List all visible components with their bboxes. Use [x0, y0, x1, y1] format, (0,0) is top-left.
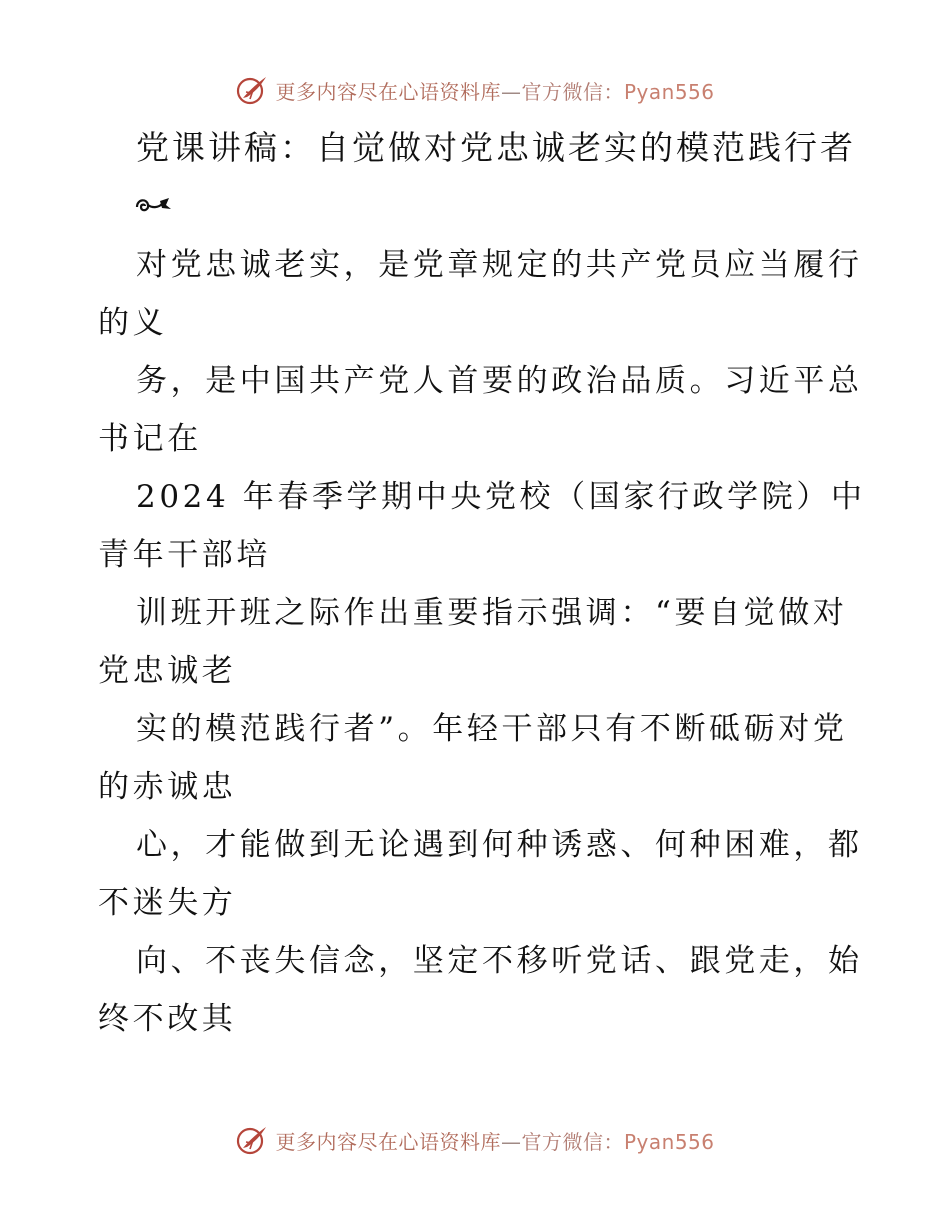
header-wechat-id: Pyan556: [623, 79, 715, 104]
text-line-13: 向、不丧失信念，坚定不移听党话、跟党走，始: [136, 943, 863, 979]
footer-banner: [0, 1120, 950, 1160]
document-title: 党课讲稿：自觉做对党忠诚老实的模范践行者: [136, 128, 856, 167]
header-wechat-label: 官方微信：: [521, 79, 624, 104]
quill-in-circle-icon: [235, 73, 269, 107]
text-line-2: 的义: [98, 305, 168, 341]
footer-separator: —: [500, 1129, 522, 1154]
text-line-4: 书记在: [98, 421, 202, 457]
text-line-3: 务，是中国共产党人首要的政治品质。习近平总: [136, 363, 863, 399]
footer-banner-text: [275, 1126, 714, 1155]
document-body: [98, 122, 866, 1048]
footer-site-name: 更多内容尽在心语资料库: [275, 1129, 501, 1154]
text-line-12: 不迷失方: [98, 885, 237, 921]
header-banner: [0, 70, 950, 110]
text-line-10: 的赤诚忠: [98, 769, 237, 805]
footer-wechat-label: 官方微信：: [521, 1129, 624, 1154]
ornament: [98, 174, 858, 236]
header-site-name: 更多内容尽在心语资料库: [275, 79, 501, 104]
paragraph-lines: [98, 236, 866, 1048]
header-banner-text: [275, 76, 714, 105]
text-line-6: 青年干部培: [98, 537, 271, 573]
quill-in-circle-icon: [235, 1123, 269, 1157]
swirl-ornament-icon: [134, 193, 174, 217]
footer-wechat-id: Pyan556: [623, 1129, 715, 1154]
text-line-5: 2024 年春季学期中央党校（国家行政学院）中: [136, 479, 866, 515]
text-line-1: 对党忠诚老实，是党章规定的共产党员应当履行: [136, 247, 863, 283]
text-line-8: 党忠诚老: [98, 653, 237, 689]
text-line-9: 实的模范践行者”。年轻干部只有不断砥砺对党: [136, 711, 848, 747]
text-line-7: 训班开班之际作出重要指示强调：“要自觉做对: [136, 595, 848, 631]
text-line-14: 终不改其: [98, 1001, 237, 1037]
text-line-11: 心，才能做到无论遇到何种诱惑、何种困难，都: [136, 827, 863, 863]
header-separator: —: [500, 79, 522, 104]
